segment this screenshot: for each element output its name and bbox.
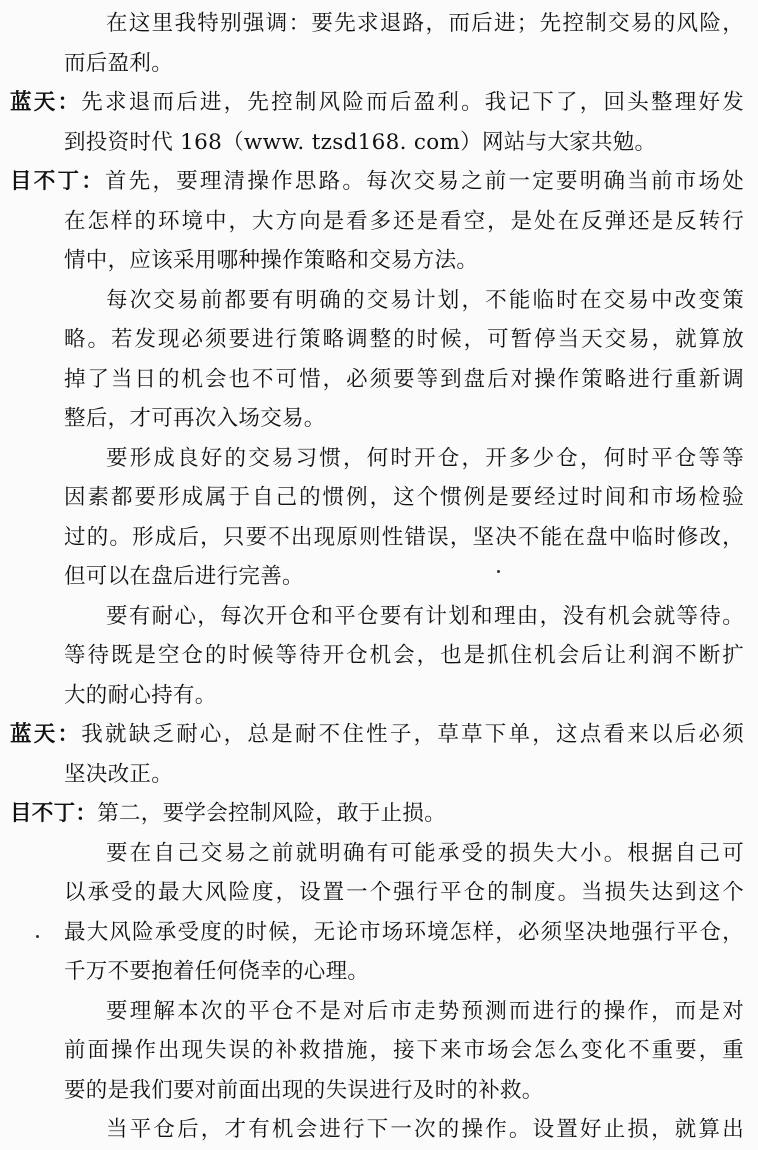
text-line: 首先，要理清操作思路。每次交易之前一定要明确当前市场处 bbox=[104, 169, 744, 194]
text-line: 到投资时代 168（www. tzsd168. com）网站与大家共勉。 bbox=[64, 129, 657, 155]
dialog-first-line bbox=[10, 794, 744, 834]
speaker-label: 蓝天： bbox=[10, 90, 82, 115]
text-line: 前面操作出现失误的补救措施，接下来市场会怎么变化不重要，重 bbox=[64, 1038, 744, 1063]
paragraph-trading-habits bbox=[10, 439, 744, 597]
text-line: 但可以在盘后进行完善。 bbox=[64, 564, 304, 589]
text-line: 要形成良好的交易习惯，何时开仓，开多少仓，何时平仓等等 bbox=[106, 445, 744, 471]
dialog-first-line bbox=[10, 83, 744, 123]
scan-speck bbox=[497, 570, 500, 573]
speaker-label: 目不丁： bbox=[10, 169, 105, 194]
paragraph-next-operation bbox=[10, 1110, 744, 1150]
dialog-first-line bbox=[10, 162, 744, 202]
text-line: 在这里我特别强调：要先求退路，而后进；先控制交易的风险， bbox=[106, 11, 744, 36]
scan-speck bbox=[36, 935, 39, 938]
text-line: 要在自己交易之前就明确有可能承受的损失大小。根据自己可 bbox=[106, 840, 744, 866]
text-line: 等待既是空仓的时候等待开仓机会，也是抓住机会后让利润不断扩 bbox=[64, 643, 744, 668]
text-line: 掉了当日的机会也不可惜，必须要等到盘后对操作策略进行重新调 bbox=[64, 366, 744, 392]
paragraph-patience bbox=[10, 597, 744, 716]
text-line: 而后盈利。 bbox=[64, 50, 174, 76]
speaker-label: 目不丁： bbox=[10, 801, 98, 826]
dialog-lantian-2 bbox=[10, 715, 744, 794]
text-line: 要有耐心，每次开仓和平仓要有计划和理由，没有机会就等待。 bbox=[106, 603, 744, 629]
paragraph-stop-loss-meaning bbox=[10, 992, 744, 1111]
text-line: 因素都要形成属于自己的惯例，这个惯例是要经过时间和市场检验 bbox=[64, 485, 744, 510]
text-line: 情中，应该采用哪种操作策略和交易方法。 bbox=[64, 248, 479, 273]
paragraph-intro bbox=[10, 4, 744, 83]
text-line: 以承受的最大风险度，设置一个强行平仓的制度。当损失达到这个 bbox=[64, 880, 744, 905]
text-line: 当平仓后，才有机会进行下一次的操作。设置好止损，就算出 bbox=[106, 1117, 744, 1142]
text-line: 坚决改正。 bbox=[64, 761, 174, 787]
dialog-mubuding-1 bbox=[10, 162, 744, 281]
paragraph-risk-limit bbox=[10, 834, 744, 992]
text-line: 过的。形成后，只要不出现原则性错误，坚决不能在盘中临时修改， bbox=[64, 524, 744, 550]
text-line: 先求退而后进，先控制风险而后盈利。我记下了，回头整理好发 bbox=[81, 90, 744, 115]
text-line: 我就缺乏耐心，总是耐不住性子，草草下单，这点看来以后必须 bbox=[81, 722, 744, 747]
dialog-first-line bbox=[10, 715, 744, 755]
dialog-mubuding-2 bbox=[10, 794, 744, 834]
text-line: 最大风险承受度的时候，无论市场环境怎样，必须坚决地强行平仓， bbox=[64, 919, 744, 945]
text-line: 第二，要学会控制风险，敢于止损。 bbox=[97, 801, 447, 826]
text-line: 略。若发现必须要进行策略调整的时候，可暂停当天交易，就算放 bbox=[64, 327, 744, 352]
text-line: 要的是我们要对前面出现的失误进行及时的补救。 bbox=[64, 1077, 544, 1103]
text-line: 千万不要抱着任何侥幸的心理。 bbox=[64, 959, 370, 984]
paragraph-trading-plan bbox=[10, 281, 744, 439]
text-line: 每次交易前都要有明确的交易计划，不能临时在交易中改变策 bbox=[106, 287, 744, 313]
text-line: 整后，才可再次入场交易。 bbox=[64, 406, 326, 431]
text-line: 在怎样的环境中，大方向是看多还是看空，是处在反弹还是反转行 bbox=[64, 208, 744, 234]
speaker-label: 蓝天： bbox=[10, 722, 82, 747]
text-line: 大的耐心持有。 bbox=[64, 682, 217, 708]
dialog-lantian-1 bbox=[10, 83, 744, 162]
text-line: 要理解本次的平仓不是对后市走势预测而进行的操作，而是对 bbox=[106, 998, 744, 1024]
